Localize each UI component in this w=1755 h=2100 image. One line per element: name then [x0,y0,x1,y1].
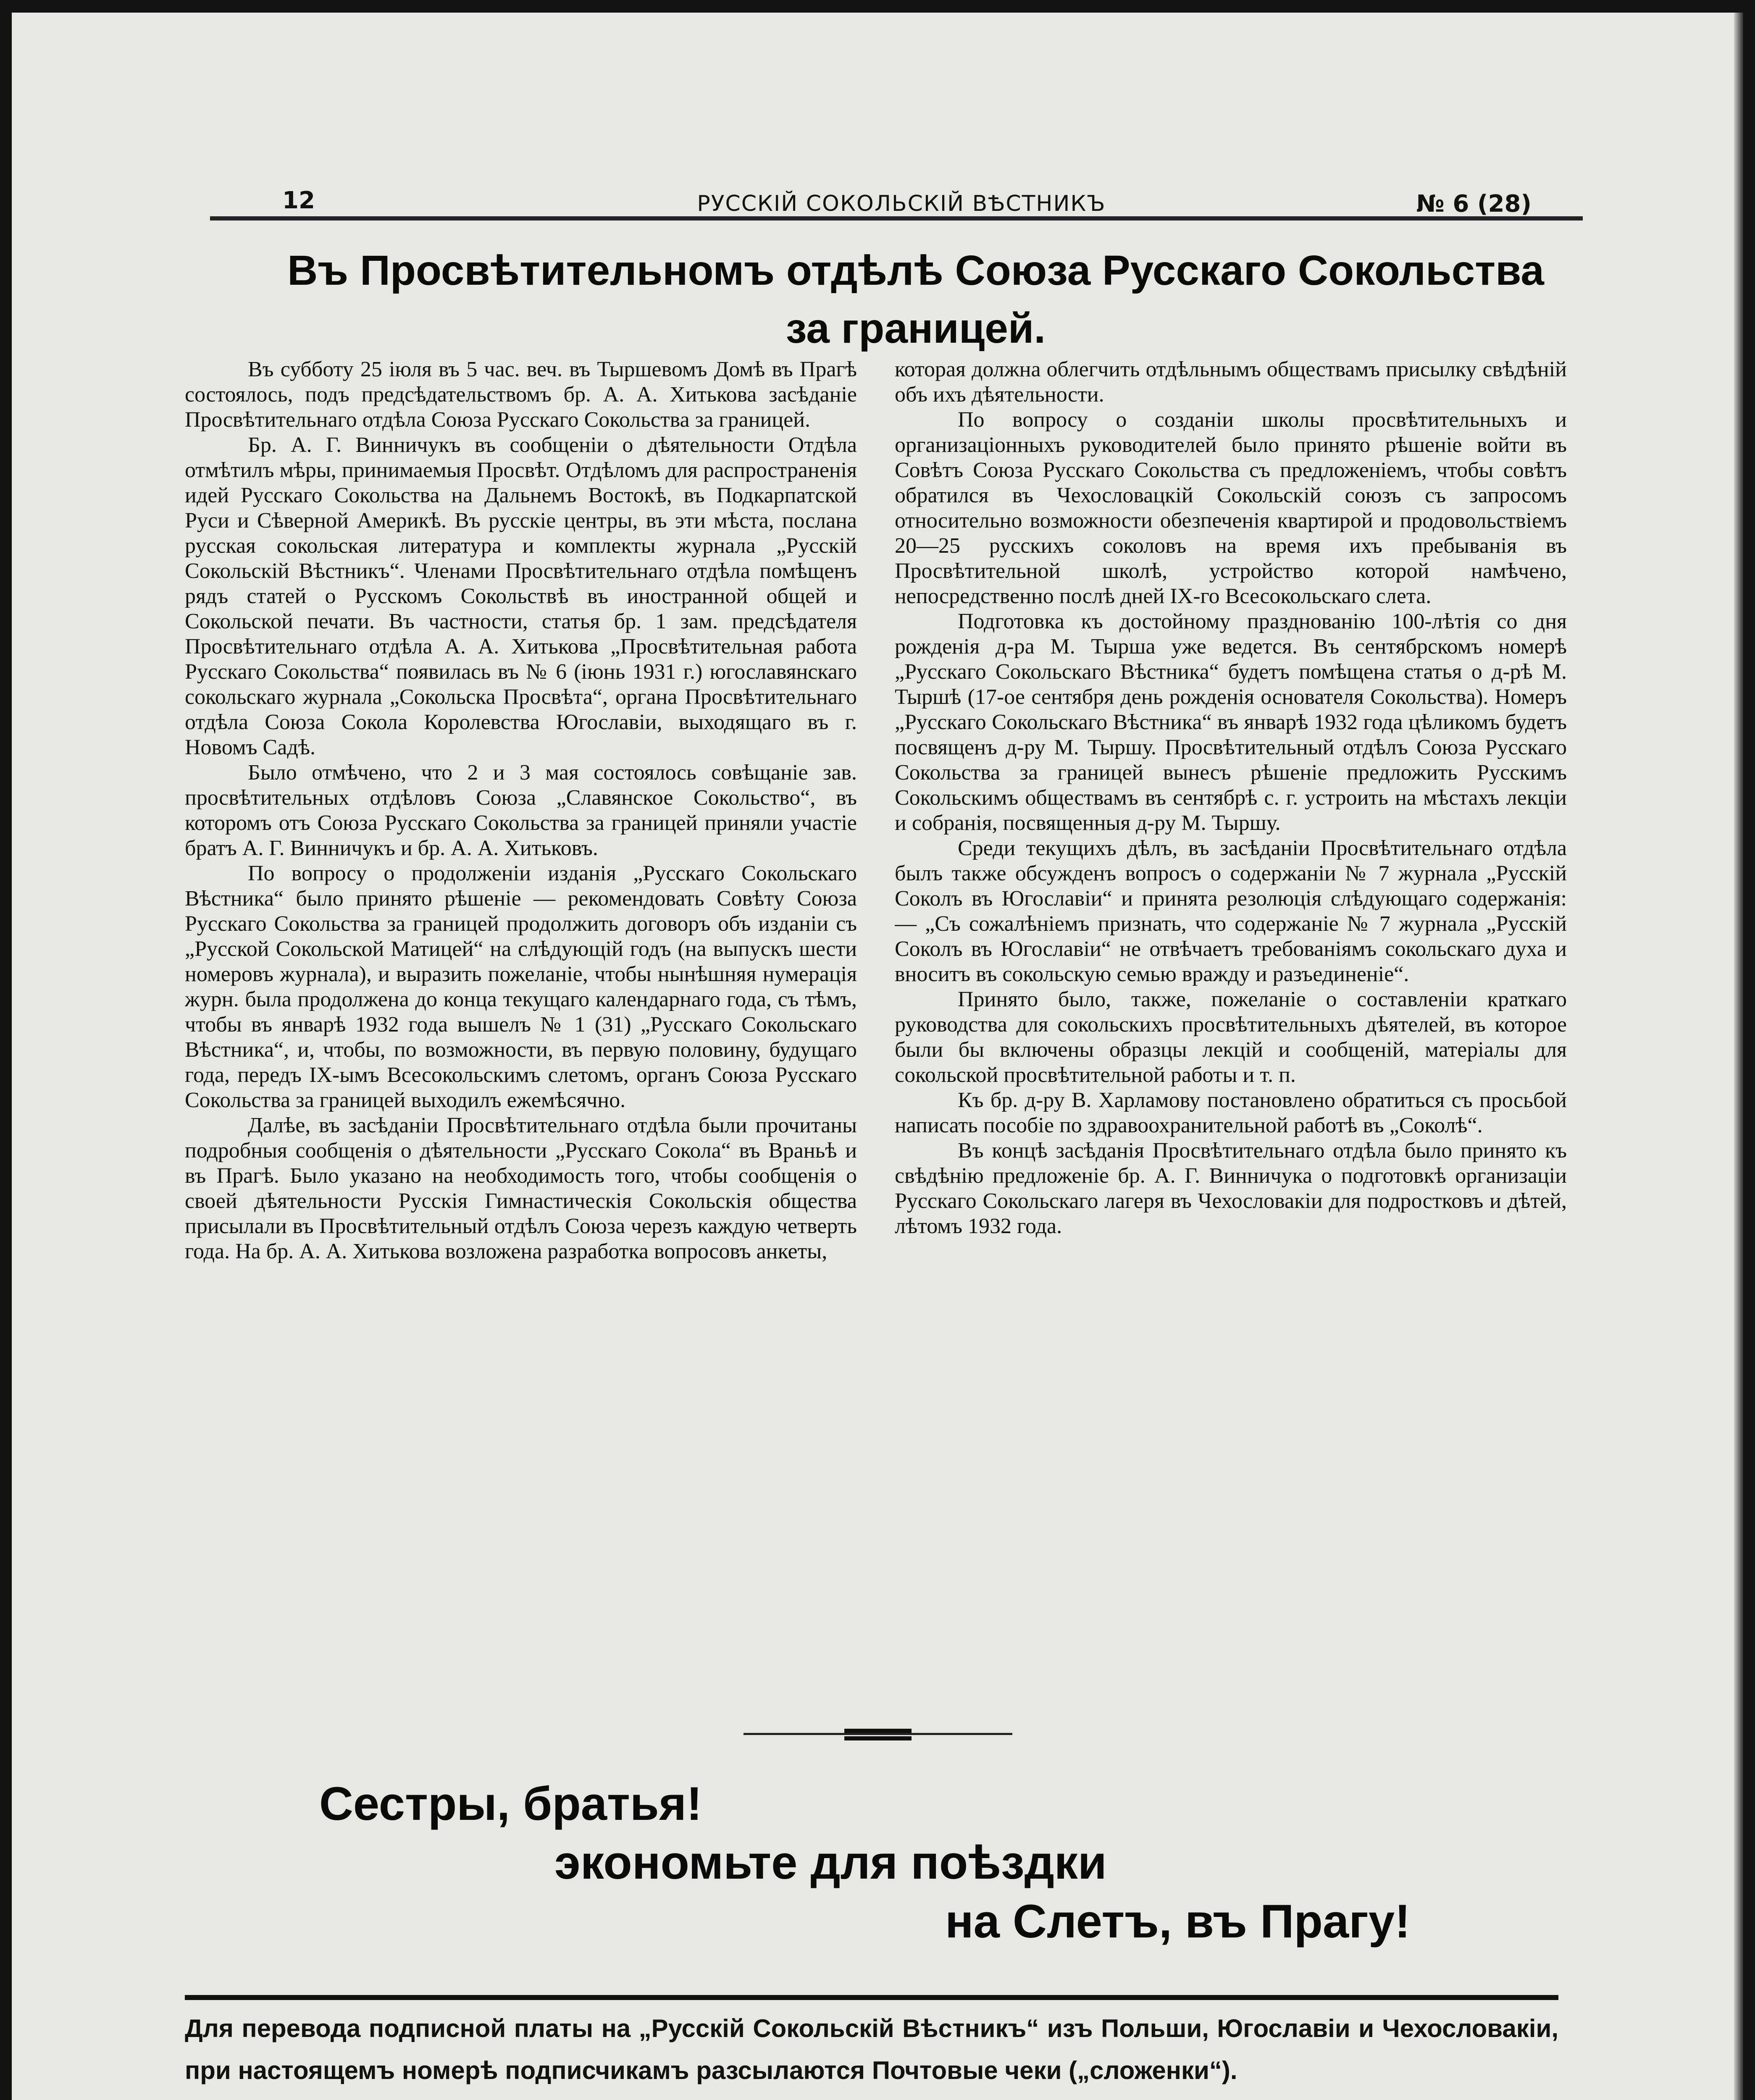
section-divider [744,1722,1012,1747]
headline-line-2: за границей. [786,305,1046,352]
paragraph: Было отмѣчено, что 2 и 3 мая состоялось совѣщаніе зав. просвѣтительных отдѣловъ Союза „Славянское Сокольство“, въ которомъ отъ Союза Русскаго Сокольства за границей приняли участіе братъ А. Г. Винничукъ и бр. А. А. Хитьковъ. [185,761,857,860]
paragraph: Подготовка къ достойному празднованію 100-лѣтія со дня рожденія д-ра М. Тырша уже ведется. Въ сентябрскомъ номерѣ „Русскаго Сокольскаго Вѣстника“ будетъ помѣщена статья о д-рѣ М. Тыршѣ (17-ое сентября день рожденія основателя Сокольства). Номеръ „Русскаго Сокольскаго Вѣстника“ въ январѣ 1932 года цѣликомъ будетъ посвященъ д-ру М. Тыршу. Просвѣтительный отдѣлъ Союза Русскаго Сокольства за границей вынесъ рѣшеніе предложить Русскимъ Сокольскимъ обществамъ въ сентябрѣ с. г. устроить на мѣстахъ лекціи и собранія, посвященныя д-ру М. Тыршу. [895,609,1567,835]
paragraph: Къ бр. д-ру В. Харламову постановлено обратиться съ просьбой написать пособіе по здравоохранительной работѣ въ „Соколѣ“. [895,1088,1567,1137]
article-headline [160,242,1672,357]
notice-rule-top [185,1995,1558,2000]
article-column-right [895,357,1567,1684]
paragraph: Бр. А. Г. Винничукъ въ сообщеніи о дѣятельности Отдѣла отмѣтилъ мѣры, принимаемыя Просвѣт. Отдѣломъ для распространенія идей Русскаго Сокольства на Дальнемъ Востокѣ, въ Подкарпатской Руси и Сѣверной Америкѣ. Въ русскіе центры, въ эти мѣста, послана русская сокольская литература и комплекты журнала „Русскій Сокольскій Вѣстникъ“. Членами Просвѣтительнаго отдѣла помѣщенъ рядъ статей о Русскомъ Сокольствѣ въ иностранной общей и Сокольской печати. Въ частности, статья бр. 1 зам. предсѣдателя Просвѣтительнаго отдѣла А. А. Хитькова „Просвѣтительная работа Русскаго Сокольства“ появилась въ № 6 (іюнь 1931 г.) югославянскаго сокольскаго журнала „Сокольска Просвѣта“, органа Просвѣтительнаго отдѣла Союза Сокола Королевства Югославіи, выходящаго въ г. Новомъ Садѣ. [185,433,857,759]
paragraph: По вопросу о продолженіи изданія „Русскаго Сокольскаго Вѣстника“ было принято рѣшеніе — рекомендовать Совѣту Союза Русскаго Сокольства за границей продолжить договоръ объ изданіи съ „Русской Сокольской Матицей“ на слѣдующій годъ (на выпускъ шести номеровъ журнала), и выразить пожеланіе, чтобы нынѣшняя нумерація журн. была продолжена до конца текущаго календарнаго года, съ тѣмъ, чтобы въ январѣ 1932 года вышелъ № 1 (31) „Русскаго Сокольскаго Вѣстника“, и, чтобы, по возможности, въ первую половину, будущаго года, передъ IX-ымъ Всесокольскимъ слетомъ, органъ Союза Русскаго Сокольства за границей выходилъ ежемѣсячно. [185,861,857,1112]
appeal-line-2: экономьте для поѣздки [554,1836,1107,1889]
headline-line-1: Въ Просвѣтительномъ отдѣлѣ Союза Русскаго Сокольства [287,247,1544,294]
article-column-left [185,357,857,1684]
paragraph: Далѣе, въ засѣданіи Просвѣтительнаго отдѣла были прочитаны подробныя сообщенія о дѣятельности „Русскаго Сокола“ въ Враньѣ и въ Прагѣ. Было указано на необходимость того, чтобы сообщенія о своей дѣятельности Русскія Гимнастическія Сокольскія общества присылали въ Просвѣтительный отдѣлъ Союза черезъ каждую четверть года. На бр. А. А. Хитькова возложена разработка вопросовъ анкеты, [185,1113,857,1263]
page-number: 12 [282,187,315,214]
paragraph: По вопросу о созданіи школы просвѣтительныхъ и организаціонныхъ руководителей было принято рѣшеніе войти въ Совѣтъ Союза Русскаго Сокольства съ предложеніемъ, чтобы совѣтъ обратился въ Чехословацкій Сокольскій союзъ съ запросомъ относительно возможности обезпеченія квартирой и продовольствіемъ 20—25 русскихъ соколовъ на время ихъ пребыванія въ Просвѣтительной школѣ, устройство которой намѣчено, непосредственно послѣ дней IX-го Всесокольскаго слета. [895,408,1567,608]
paragraph: Принято было, также, пожеланіе о составленіи краткаго руководства для сокольскихъ просвѣтительныхъ дѣятелей, въ которое были бы включены образцы лекцій и сообщеній, матеріалы для сокольской просвѣтительной работы и т. п. [895,987,1567,1087]
header-rule [210,216,1583,220]
appeal-line-3: на Слетъ, въ Прагу! [945,1895,1411,1948]
paragraph: Въ субботу 25 іюля въ 5 час. веч. въ Тыршевомъ Домѣ въ Прагѣ состоялось, подъ предсѣдательствомъ бр. А. А. Хитькова засѣданіе Просвѣтительнаго отдѣла Союза Русскаго Сокольства за границей. [185,357,857,432]
paragraph: которая должна облегчить отдѣльнымъ обществамъ присылку свѣдѣній объ ихъ дѣятельности. [895,357,1567,407]
issue-number: № 6 (28) [1416,190,1532,218]
subscription-notice: Для перевода подписной платы на „Русскій Сокольскій Вѣстникъ“ изъ Польши, Югославіи и Чехословакіи, при настоящемъ номерѣ подписчикамъ разсылаются Почтовые чеки („сложенки“). [185,2014,1558,2084]
appeal-line-1: Сестры, братья! [319,1777,702,1830]
journal-title: РУССКІЙ СОКОЛЬСКІЙ ВѢСТНИКЪ [697,191,1106,216]
paragraph: Среди текущихъ дѣлъ, въ засѣданіи Просвѣтительнаго отдѣла былъ также обсужденъ вопросъ о содержаніи № 7 журнала „Русскій Соколъ въ Югославіи“ и принята резолюція слѣдующаго содержанія: — „Съ сожалѣніемъ признать, что содержаніе № 7 журнала „Русскій Соколъ въ Югославіи“ не отвѣчаетъ требованіямъ сокольскаго духа и вноситъ въ сокольскую семью вражду и разъединеніе“. [895,836,1567,986]
paragraph: Въ концѣ засѣданія Просвѣтительнаго отдѣла было принято къ свѣдѣнію предложеніе бр. А. Г. Винничука о подготовкѣ организаціи Русскаго Сокольскаго лагеря въ Чехословакіи для подростковъ и дѣтей, лѣтомъ 1932 года. [895,1139,1567,1238]
